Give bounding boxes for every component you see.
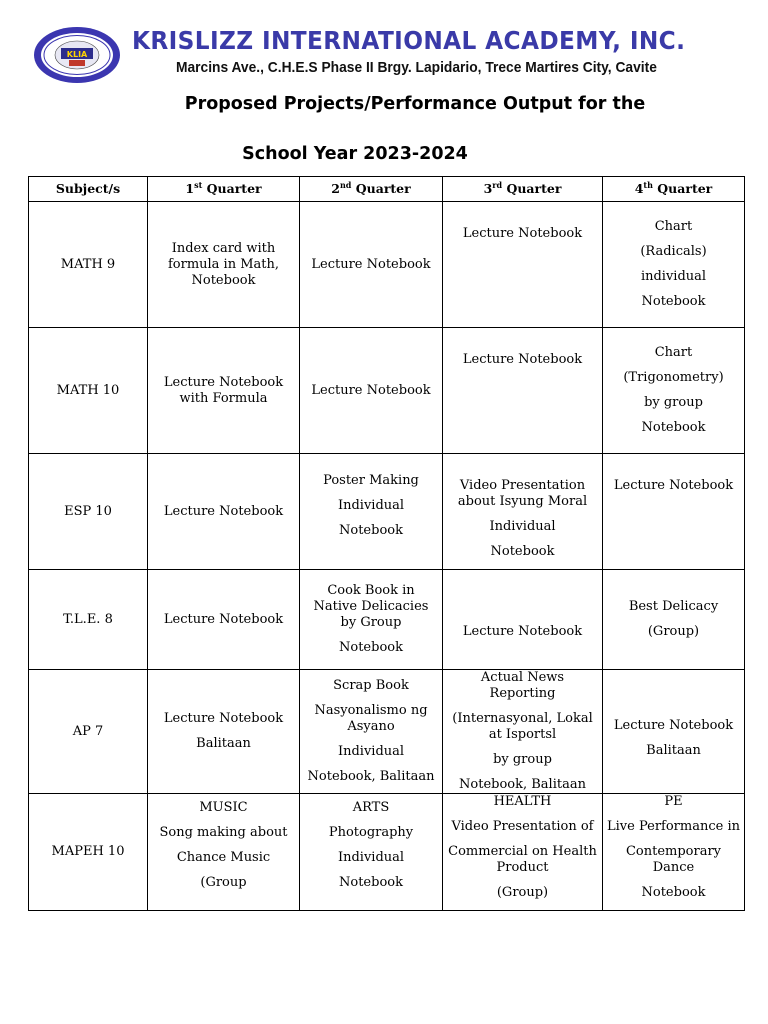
q2-cell: ARTS Photography Individual Notebook [300,794,443,911]
q2-cell: Cook Book in Native Delicacies by Group Notebook [300,570,443,670]
q3-cell: Lecture Notebook [443,570,603,670]
subject-cell: T.L.E. 8 [29,570,148,670]
table-row [29,670,745,794]
logo-text: KLIA [66,50,88,59]
table-row [29,794,745,911]
school-name: KRISLIZZ INTERNATIONAL ACADEMY, INC. [132,26,686,55]
q4-cell: Best Delicacy (Group) [603,570,745,670]
q2-cell: Scrap Book Nasyonalismo ng Asyano Individual Notebook, Balitaan [300,670,443,794]
subject-cell: ESP 10 [29,454,148,570]
q4-cell: PE Live Performance in Contemporary Dance Notebook [603,794,745,911]
letterhead [0,0,768,90]
subject-cell: MATH 10 [29,328,148,454]
table-header-row [29,177,745,202]
q3-cell: Lecture Notebook [443,328,603,454]
q3-cell: Lecture Notebook [443,202,603,328]
header-q2: 2nd Quarter [300,177,443,202]
school-address: Marcins Ave., C.H.E.S Phase II Brgy. Lapidario, Trece Martires City, Cavite [176,59,657,76]
q4-cell: Chart (Radicals) individual Notebook [603,202,745,328]
q3-cell: Actual News Reporting (Internasyonal, Lokal at Isportsl by group Notebook, Balitaan [443,670,603,794]
header-q4: 4th Quarter [603,177,745,202]
header-q3: 3rd Quarter [443,177,603,202]
q1-cell: Lecture Notebook with Formula [148,328,300,454]
q1-cell: Lecture Notebook [148,454,300,570]
subject-cell: AP 7 [29,670,148,794]
subject-cell: MATH 9 [29,202,148,328]
table-row [29,202,745,328]
q4-cell: Chart (Trigonometry) by group Notebook [603,328,745,454]
school-seal-icon [33,26,121,84]
q4-cell: Lecture Notebook Balitaan [603,670,745,794]
q3-cell: Video Presentation about Isyung Moral Individual Notebook [443,454,603,570]
header-subject: Subject/s [29,177,148,202]
projects-table [28,176,745,911]
table-row [29,570,745,670]
q2-cell: Lecture Notebook [300,202,443,328]
subject-cell: MAPEH 10 [29,794,148,911]
table-row [29,328,745,454]
header-q1: 1st Quarter [148,177,300,202]
q1-cell: Index card with formula in Math, Notebook [148,202,300,328]
table-row [29,454,745,570]
q1-cell: Lecture Notebook Balitaan [148,670,300,794]
q1-cell: MUSIC Song making about Chance Music (Group [148,794,300,911]
q4-cell: Lecture Notebook [603,454,745,570]
q2-cell: Lecture Notebook [300,328,443,454]
q1-cell: Lecture Notebook [148,570,300,670]
q2-cell: Poster Making Individual Notebook [300,454,443,570]
document-title: Proposed Projects/Performance Output for the [184,94,646,114]
q3-cell: HEALTH Video Presentation of Commercial on Health Product (Group) [443,794,603,911]
document-subtitle: School Year 2023-2024 [242,144,468,164]
